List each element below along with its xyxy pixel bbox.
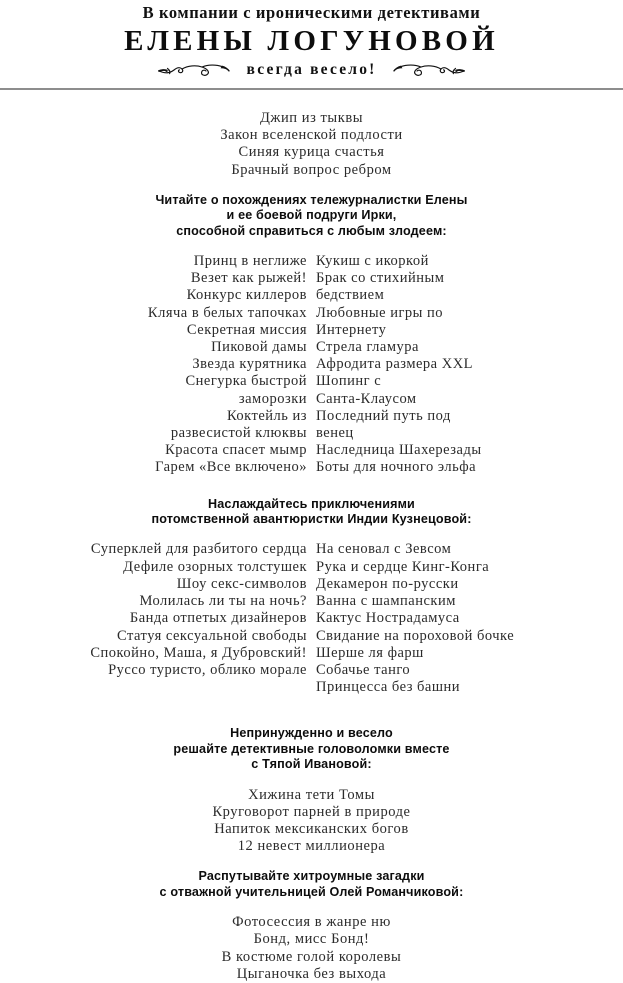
book-title: Напиток мексиканских богов bbox=[214, 820, 409, 837]
spacer bbox=[0, 855, 623, 869]
book-title: Наследница Шахерезады bbox=[316, 442, 482, 459]
book-title: Стрела гламура bbox=[316, 339, 419, 356]
section-heading-elena bbox=[0, 193, 623, 239]
section-heading-tyapa bbox=[0, 726, 623, 772]
book-title: Интернету bbox=[316, 321, 387, 338]
book-title: Секретная миссия bbox=[186, 321, 307, 338]
book-title: Закон вселенской подлости bbox=[220, 127, 403, 144]
book-title: Фотосессия в жанре ню bbox=[232, 914, 391, 931]
book-title: Свидание на пороховой бочке bbox=[316, 627, 515, 644]
book-list-olya bbox=[0, 914, 623, 983]
book-title: Руссо туристо, облико морале bbox=[108, 661, 307, 678]
book-title: Принц в неглиже bbox=[193, 253, 307, 270]
heading-line: способной справиться с любым злодеем: bbox=[176, 223, 447, 238]
book-title: Любовные игры по bbox=[316, 304, 444, 321]
book-title: Пиковой дамы bbox=[211, 339, 307, 356]
spacer bbox=[0, 900, 623, 914]
heading-line: Наслаждайтесь приключениями bbox=[208, 496, 415, 511]
heading-line: Читайте о похождениях тележурналистки Елены bbox=[155, 192, 468, 207]
book-title: Принцесса без башни bbox=[316, 679, 461, 696]
book-title: Джип из тыквы bbox=[259, 110, 364, 126]
book-title: Круговорот парней в природе bbox=[212, 803, 411, 820]
flourish-ornament-left-icon bbox=[156, 60, 232, 80]
spacer bbox=[0, 179, 623, 193]
book-title: бедствием bbox=[316, 287, 385, 304]
spacer bbox=[0, 696, 623, 726]
heading-line: с отважной учительницей Олей Романчиковой: bbox=[159, 884, 464, 899]
book-title: Рука и сердце Кинг-Конга bbox=[316, 558, 490, 575]
book-title: развесистой клюквы bbox=[170, 425, 307, 442]
book-title: Бонд, мисс Бонд! bbox=[253, 931, 370, 948]
book-title: Коктейль из bbox=[226, 407, 307, 424]
book-title: Собачье танго bbox=[316, 661, 411, 678]
book-title: Ванна с шампанским bbox=[316, 593, 456, 610]
intro-title-list bbox=[0, 110, 623, 179]
section-heading-indira bbox=[0, 497, 623, 528]
book-title: Брак со стихийным bbox=[316, 270, 445, 287]
masthead-subtitle: В компании с ироническими детективами bbox=[142, 3, 481, 22]
spacer bbox=[0, 90, 623, 110]
masthead bbox=[0, 0, 623, 82]
book-title: Синяя курица счастья bbox=[238, 144, 385, 161]
book-title: Конкурс киллеров bbox=[186, 287, 307, 304]
book-title: Красота спасет мымр bbox=[165, 442, 307, 459]
spacer bbox=[0, 773, 623, 787]
book-list-tyapa bbox=[0, 787, 623, 856]
book-title: Суперклей для разбитого сердца bbox=[90, 541, 307, 558]
book-title: Шоу секс-символов bbox=[176, 575, 307, 592]
book-list-elena bbox=[0, 253, 623, 477]
tagline-text: всегда весело! bbox=[246, 61, 377, 78]
book-title: Последний путь под bbox=[316, 407, 451, 424]
book-title: Боты для ночного эльфа bbox=[316, 459, 477, 476]
book-title: Хижина тети Томы bbox=[248, 786, 375, 803]
book-title: Звезда курятника bbox=[192, 356, 307, 373]
heading-line: Непринужденно и весело bbox=[230, 726, 393, 741]
book-title: Гарем «Все включено» bbox=[155, 459, 307, 476]
book-title: Санта-Клаусом bbox=[316, 390, 417, 407]
book-list-column-left bbox=[120, 253, 316, 477]
book-title: заморозки bbox=[238, 390, 307, 407]
spacer bbox=[0, 477, 623, 497]
book-title: Брачный вопрос ребром bbox=[231, 161, 392, 178]
book-title: Афродита размера XXL bbox=[316, 356, 474, 373]
book-title: Шерше ля фарш bbox=[316, 644, 424, 661]
book-title: 12 невест миллионера bbox=[237, 838, 386, 855]
book-title: Везет как рыжей! bbox=[190, 270, 307, 287]
book-title: Кактус Нострадамуса bbox=[316, 610, 460, 627]
book-list-column-right bbox=[316, 541, 603, 696]
book-title: В костюме голой королевы bbox=[221, 948, 402, 965]
book-title: На сеновал с Зевсом bbox=[316, 541, 452, 558]
book-title: Спокойно, Маша, я Дубровский! bbox=[90, 644, 307, 661]
spacer bbox=[0, 527, 623, 541]
book-title: Декамерон по-русски bbox=[316, 575, 459, 592]
book-title: Статуя сексуальной свободы bbox=[117, 627, 307, 644]
heading-line: решайте детективные головоломки вместе bbox=[173, 741, 450, 756]
book-title: венец bbox=[316, 425, 354, 442]
author-name: ЕЛЕНЫ ЛОГУНОВОЙ bbox=[124, 25, 499, 57]
book-list-column-right bbox=[316, 253, 503, 477]
book-title: Дефиле озорных толстушек bbox=[123, 558, 307, 575]
book-title: Снегурка быстрой bbox=[185, 373, 307, 390]
heading-line: и ее боевой подруги Ирки, bbox=[226, 208, 397, 223]
heading-line: потомственной авантюристки Индии Кузнецовой: bbox=[151, 512, 472, 527]
book-title: Цыганочка без выхода bbox=[236, 965, 387, 982]
book-title: Кляча в белых тапочках bbox=[147, 304, 307, 321]
flourish-ornament-right-icon bbox=[391, 60, 467, 80]
heading-line: с Тяпой Ивановой: bbox=[251, 757, 372, 772]
book-title: Шопинг с bbox=[316, 373, 382, 390]
spacer bbox=[0, 239, 623, 253]
book-title: Молилась ли ты на ночь? bbox=[139, 593, 307, 610]
tagline-row bbox=[0, 58, 623, 82]
book-list-indira bbox=[0, 541, 623, 696]
book-title: Банда отпетых дизайнеров bbox=[129, 610, 307, 627]
book-title: Кукиш с икоркой bbox=[316, 253, 429, 270]
heading-line: Распутывайте хитроумные загадки bbox=[198, 869, 425, 884]
book-list-column-left bbox=[20, 541, 316, 679]
section-heading-olya bbox=[0, 869, 623, 900]
